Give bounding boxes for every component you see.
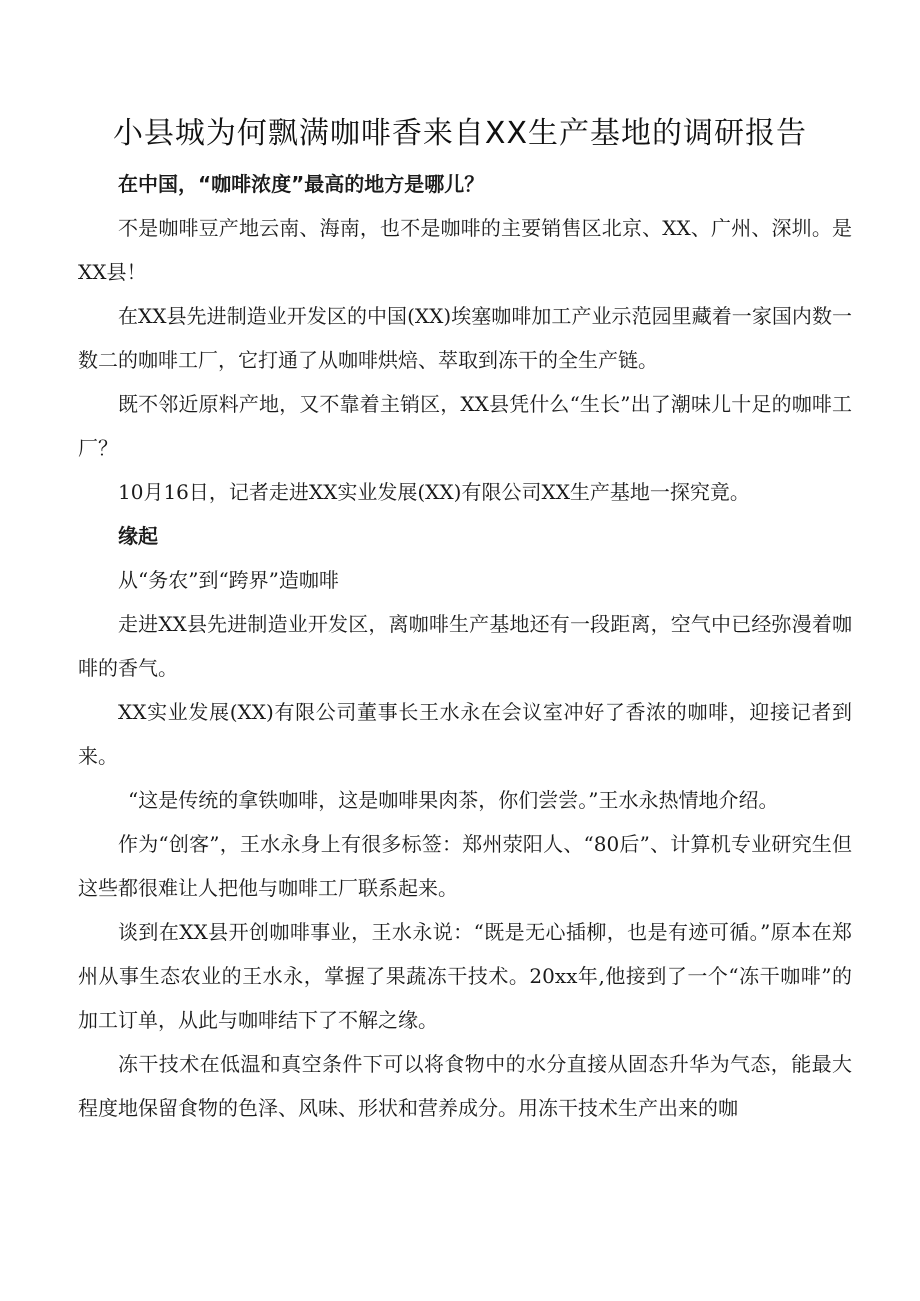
paragraph: 10月16日，记者走进XX实业发展(XX)有限公司XX生产基地一探究竟。 (118, 480, 750, 504)
paragraph: 走进XX县先进制造业开发区，离咖啡生产基地还有一段距离，空气中已经弥漫着咖啡的香气。 (78, 612, 852, 680)
section-question-heading: 在中国，“咖啡浓度”最高的地方是哪儿？ (118, 172, 485, 196)
paragraph: 在XX县先进制造业开发区的中国(XX)埃塞咖啡加工产业示范园里藏着一家国内数一数二的咖啡工厂，它打通了从咖啡烘焙、萃取到冻干的全生产链。 (78, 304, 852, 372)
document-body (78, 162, 852, 1130)
paragraph: 既不邻近原料产地，又不靠着主销区，XX县凭什么“生长”出了潮味儿十足的咖啡工厂？ (78, 392, 852, 460)
document-title: 小县城为何飘满咖啡香来自XX生产基地的调研报告 (112, 116, 808, 151)
paragraph: 谈到在XX县开创咖啡事业，王水永说：“既是无心插柳，也是有迹可循。”原本在郑州从事生态农业的王水永，掌握了果蔬冻干技术。20xx年,他接到了一个“冻干咖啡”的加工订单，从此与咖啡结下了不解之缘。 (78, 920, 852, 1032)
paragraph: 冻干技术在低温和真空条件下可以将食物中的水分直接从固态升华为气态，能最大程度地保留食物的色泽、风味、形状和营养成分。用冻干技术生产出来的咖 (78, 1052, 852, 1120)
paragraph: 不是咖啡豆产地云南、海南，也不是咖啡的主要销售区北京、XX、广州、深圳。是XX县！ (78, 216, 852, 284)
section-heading: 缘起 (118, 524, 158, 548)
paragraph: 作为“创客”，王水永身上有很多标签：郑州荥阳人、“80后”、计算机专业研究生但这些都很难让人把他与咖啡工厂联系起来。 (78, 832, 852, 900)
paragraph: XX实业发展(XX)有限公司董事长王水永在会议室冲好了香浓的咖啡，迎接记者到来。 (78, 700, 852, 768)
subheading: 从“务农”到“跨界”造咖啡 (118, 568, 339, 592)
paragraph: “这是传统的拿铁咖啡，这是咖啡果肉茶，你们尝尝。”王水永热情地介绍。 (128, 788, 779, 812)
